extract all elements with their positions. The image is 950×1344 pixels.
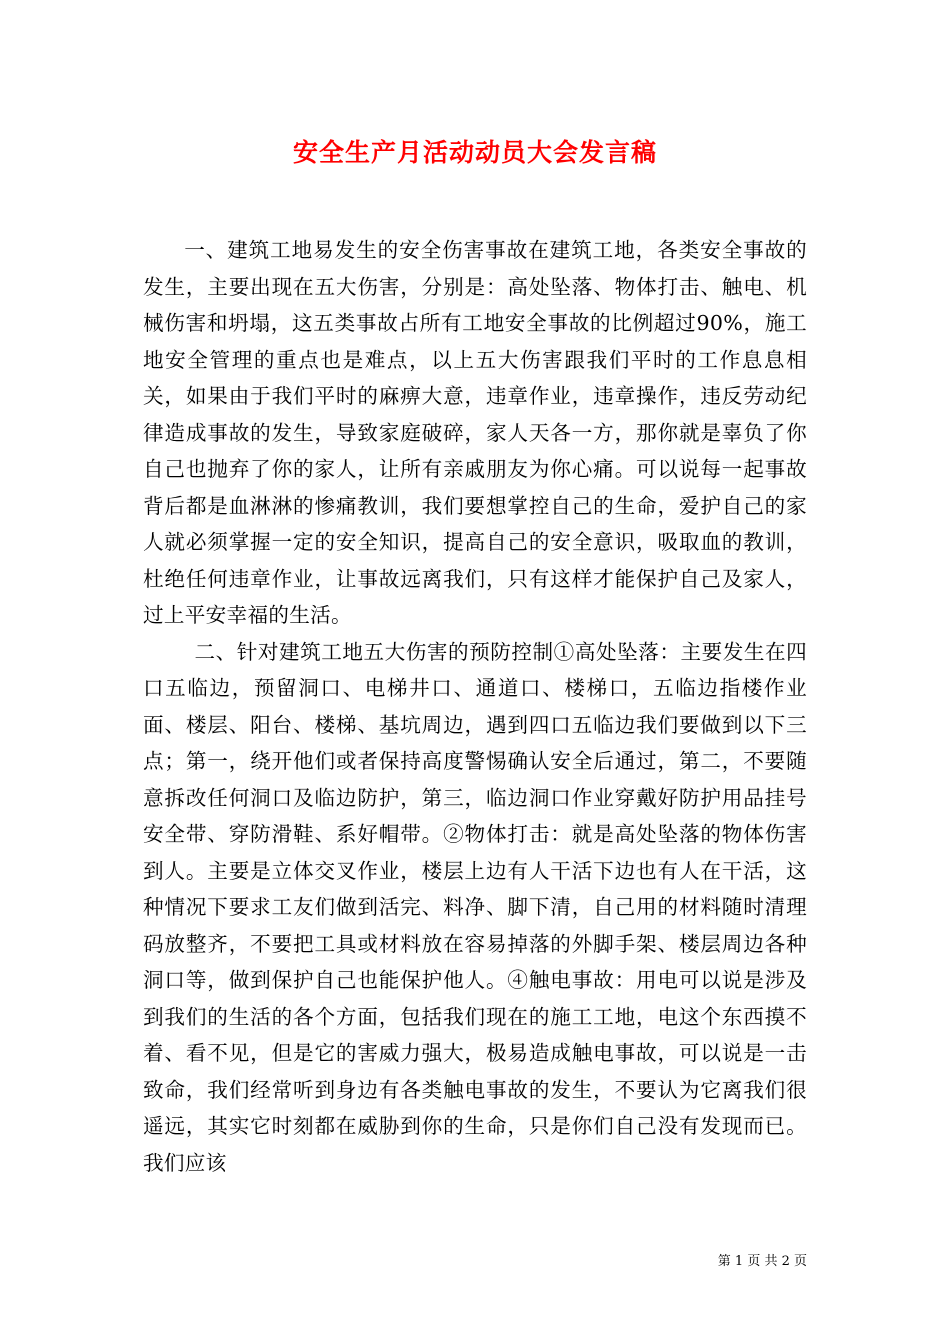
- document-body: [143, 232, 807, 1181]
- document-title: 安全生产月活动动员大会发言稿: [292, 138, 657, 167]
- paragraph-2: 二、针对建筑工地五大伤害的预防控制①高处坠落：主要发生在四口五临边，预留洞口、电梯井口、通道口、楼梯口，五临边指楼作业面、楼层、阳台、楼梯、基坑周边，遇到四口五临边我们要做到以下三点；第一，绕开他们或者保持高度警惕确认安全后通过，第二，不要随意拆改任何洞口及临边防护，第三，临边洞口作业穿戴好防护用品挂号安全带、穿防滑鞋、系好帽带。②物体打击：就是高处坠落的物体伤害到人。主要是立体交叉作业，楼层上边有人干活下边也有人在干活，这种情况下要求工友们做到活完、料净、脚下清，自己用的材料随时清理码放整齐，不要把工具或材料放在容易掉落的外脚手架、楼层周边各种洞口等，做到保护自己也能保护他人。④触电事故：用电可以说是涉及到我们的生活的各个方面，包括我们现在的施工工地，电这个东西摸不着、看不见，但是它的害威力强大，极易造成触电事故，可以说是一击致命，我们经常听到身边有各类触电事故的发生，不要认为它离我们很遥远，其实它时刻都在威胁到你的生命，只是你们自己没有发现而已。我们应该: [143, 639, 807, 1175]
- page-number: 第 1 页 共 2 页: [717, 1254, 807, 1269]
- paragraph-1: 一、建筑工地易发生的安全伤害事故在建筑工地，各类安全事故的发生，主要出现在五大伤害，分别是：高处坠落、物体打击、触电、机械伤害和坍塌，这五类事故占所有工地安全事故的比例超过90%，施工地安全管理的重点也是难点，以上五大伤害跟我们平时的工作息息相关，如果由于我们平时的麻痹大意，违章作业，违章操作，违反劳动纪律造成事故的发生，导致家庭破碎，家人天各一方，那你就是辜负了你自己也抛弃了你的家人，让所有亲戚朋友为你心痛。可以说每一起事故背后都是血淋淋的惨痛教训，我们要想掌控自己的生命，爱护自己的家人就必须掌握一定的安全知识，提高自己的安全意识，吸取血的教训，杜绝任何违章作业，让事故远离我们，只有这样才能保护自己及家人，过上平安幸福的生活。: [143, 238, 807, 627]
